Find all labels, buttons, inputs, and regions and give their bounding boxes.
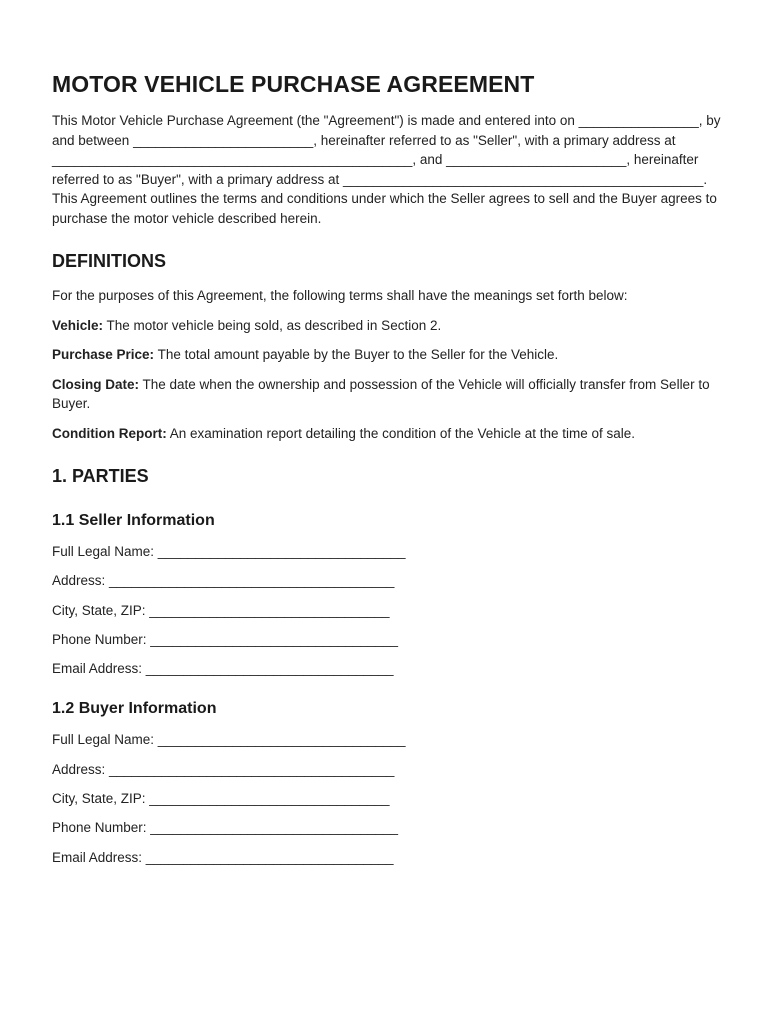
definition-term: Vehicle:: [52, 317, 104, 333]
buyer-email-address-field[interactable]: Email Address: _________________________________: [52, 849, 394, 865]
seller-full-legal-name-field[interactable]: Full Legal Name: _________________________________: [52, 544, 406, 559]
definition-vehicle: [52, 316, 724, 336]
definitions-lead: For the purposes of this Agreement, the following terms shall have the meanings set forth below:: [52, 288, 628, 303]
definition-term: Purchase Price:: [52, 347, 155, 362]
buyer-city-state-zip-field[interactable]: City, State, ZIP: ________________________________: [52, 791, 390, 807]
buyer-info-heading: 1.2 Buyer Information: [52, 700, 217, 718]
document-title: MOTOR VEHICLE PURCHASE AGREEMENT: [52, 71, 535, 97]
buyer-phone-number-field[interactable]: Phone Number: _________________________________: [52, 820, 399, 836]
definition-closing-date: [52, 375, 724, 414]
definition-text: An examination report detailing the condition of the Vehicle at the time of sale.: [166, 425, 636, 441]
seller-phone-number-field[interactable]: Phone Number: _________________________________: [52, 631, 399, 647]
definition-purchase-price: [52, 345, 724, 365]
buyer-full-legal-name-field[interactable]: Full Legal Name: _________________________________: [52, 732, 406, 748]
seller-email-address-field[interactable]: Email Address: _________________________________: [52, 661, 394, 677]
buyer-address-field[interactable]: Address: ______________________________________: [52, 761, 395, 777]
definitions-heading: DEFINITIONS: [52, 251, 167, 271]
definition-text: The total amount payable by the Buyer to the Seller for the Vehicle.: [154, 347, 559, 362]
definition-text: The date when the ownership and possession of the Vehicle will officially transfer from Seller to Buyer.: [52, 376, 710, 411]
agreement-page: [52, 70, 724, 877]
definition-term: Closing Date:: [52, 376, 140, 392]
definition-text: The motor vehicle being sold, as described in Section 2.: [103, 317, 442, 333]
seller-city-state-zip-field[interactable]: City, State, ZIP: ________________________________: [52, 602, 390, 618]
intro-paragraph: This Motor Vehicle Purchase Agreement (the "Agreement") is made and entered into on ________________, by and between ________________________, hereinafter referred to as "Seller", with a primary address at ________________________________________________, and ________________________, hereinafter referred to as "Buyer", with a primary address at ________________________________________________. This Agreement outlines the terms and conditions under which the Seller agrees to sell and the Buyer agrees to purchase the motor vehicle described herein.: [52, 113, 721, 226]
parties-heading: 1. PARTIES: [52, 466, 149, 486]
seller-info-heading: 1.1 Seller Information: [52, 512, 215, 529]
definition-condition-report: [52, 424, 724, 444]
seller-address-field[interactable]: Address: ______________________________________: [52, 573, 395, 589]
definition-term: Condition Report:: [52, 425, 167, 441]
